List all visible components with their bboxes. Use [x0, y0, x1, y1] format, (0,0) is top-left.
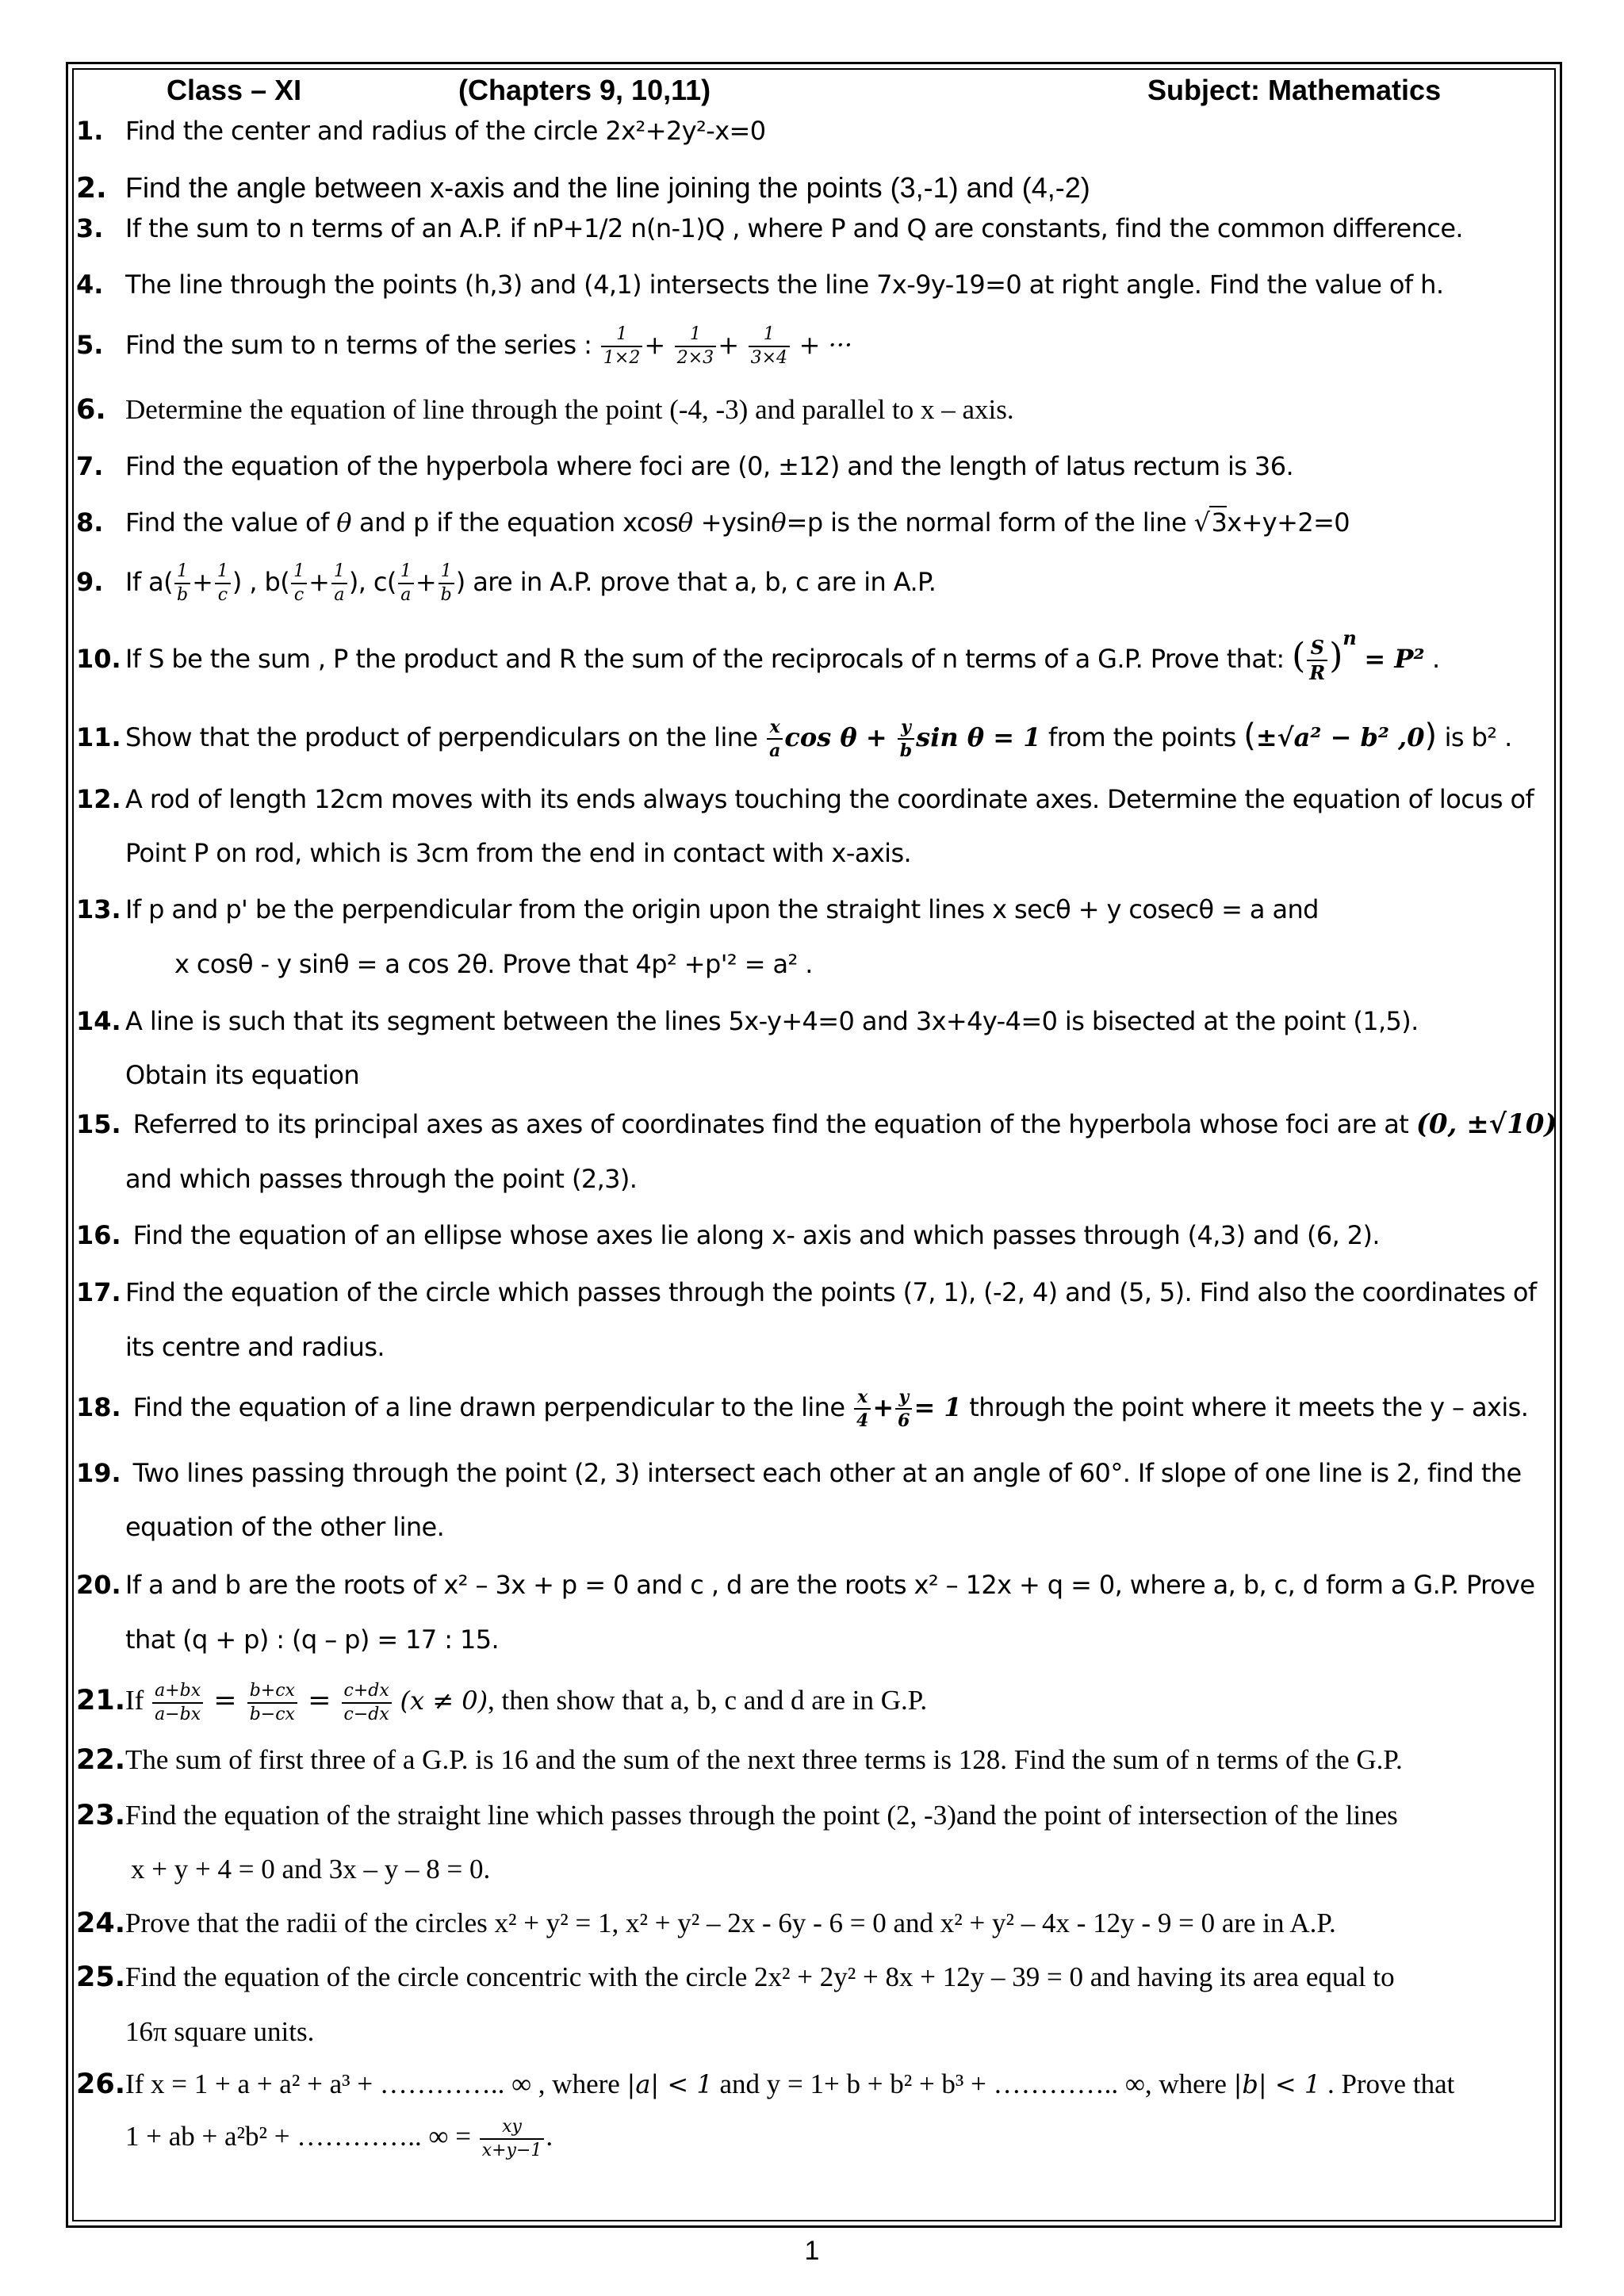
series-term-2: $\frac{1}{2\times 3}$ — [675, 326, 716, 367]
question-12-continued: Point P on rod, which is 3cm from the end in contact with x-axis. — [125, 838, 912, 868]
question-15: 15. Referred to its principal axes as axes of coordinates find the equation of the hyperbola whose foci are at (0, ±√10) — [76, 1108, 1557, 1140]
question-1: 1. Find the center and radius of the circle 2x²+2y²-x=0 — [76, 116, 766, 146]
question-3: 3. If the sum to n terms of an A.P. if nP+1/2 n(n-1)Q , where P and Q are constants, find the common difference. — [76, 213, 1463, 243]
question-8: 8. Find the value of θ and p if the equation xcosθ +ysinθ=p is the normal form of the line √3x+y+2=0 — [76, 507, 1350, 538]
question-22: 22.The sum of first three of a G.P. is 16 and the sum of the next three terms is 128. Find the sum of n terms of the G.P. — [76, 1744, 1403, 1776]
question-9: 9. If a( $\frac{1}{b}$ + $\frac{1}{c}$ ) , b( $\frac{1}{c}$ + $\frac{1}{a}$ ), c( $\frac{1}{a}$ + $\frac{1}{b}$ ) are in A.P. prove that a, b, c are in A.P. — [76, 561, 936, 605]
question-4: 4. The line through the points (h,3) and (4,1) intersects the line 7x-9y-19=0 at right angle. Find the value of h. — [76, 270, 1444, 300]
question-16: 16. Find the equation of an ellipse whose axes lie along x- axis and which passes through (4,3) and (6, 2). — [76, 1220, 1380, 1250]
question-13-continued: x cosθ - y sinθ = a cos 2θ. Prove that 4p² +p'² = a² . — [174, 949, 813, 979]
question-2: 2. Find the angle between x-axis and the line joining the points (3,-1) and (4,-2) — [76, 171, 1090, 205]
series-term-1: $\frac{1}{1\times 2}$ — [601, 326, 642, 367]
question-26-continued: 1 + ab + a²b² + ………….. ∞ = $\frac{xy}{x+y-1}$ . — [125, 2116, 553, 2160]
question-15-continued: and which passes through the point (2,3). — [125, 1164, 638, 1194]
question-25: 25.Find the equation of the circle concentric with the circle 2x² + 2y² + 8x + 12y – 39 = 0 and having its area equal to — [76, 1961, 1395, 1993]
question-18: 18. Find the equation of a line drawn perpendicular to the line $\frac{x}{4}$ + $\frac{y}{6}$ = 1 through the point where it meets the y – axis. — [76, 1387, 1529, 1431]
question-6: 6. Determine the equation of line through the point (-4, -3) and parallel to x – axis. — [76, 394, 1014, 426]
worksheet-header — [0, 74, 1624, 109]
question-5: 5. Find the sum to n terms of the series : $\frac{1}{1\times 2}$ + $\frac{1}{2\times 3}$ + $\frac{1}{3\times 4}$ + ··· — [76, 324, 853, 368]
class-label: Class – XI — [167, 74, 302, 106]
question-11: 11. Show that the product of perpendiculars on the line $\frac{x}{a}$ cos θ + $\frac{y}{b}$ sin θ = 1 from the points (±√a² − b² ,0) is b² . — [76, 717, 1512, 761]
question-14: 14. A line is such that its segment between the lines 5x-y+4=0 and 3x+4y-4=0 is bisected at the point (1,5). — [76, 1006, 1419, 1036]
question-26: 26.If x = 1 + a + a² + a³ + ………….. ∞ , where |a| < 1 and y = 1+ b + b² + b³ + ………….. ∞, where |b| < 1 . Prove that — [76, 2068, 1455, 2100]
question-23: 23.Find the equation of the straight line which passes through the point (2, -3)and the point of intersection of the lines — [76, 1800, 1398, 1831]
subject-label: Subject: Mathematics — [1147, 74, 1442, 106]
question-17-continued: its centre and radius. — [125, 1332, 385, 1362]
page-number: 1 — [804, 2236, 820, 2266]
question-20: 20. If a and b are the roots of x² – 3x + p = 0 and c , d are the roots x² – 12x + q = 0, where a, b, c, d form a G.P. Prove — [76, 1570, 1535, 1600]
question-12: 12. A rod of length 12cm moves with its ends always touching the coordinate axes. Determine the equation of locus of — [76, 784, 1534, 814]
question-14-continued: Obtain its equation — [125, 1060, 360, 1090]
question-7: 7. Find the equation of the hyperbola where foci are (0, ±12) and the length of latus rectum is 36. — [76, 451, 1294, 481]
question-19-continued: equation of the other line. — [125, 1512, 445, 1542]
question-20-continued: that (q + p) : (q – p) = 17 : 15. — [125, 1624, 500, 1655]
question-24: 24.Prove that the radii of the circles x² + y² = 1, x² + y² – 2x - 6y - 6 = 0 and x² + y² – 4x - 12y - 9 = 0 are in A.P. — [76, 1908, 1336, 1939]
question-17: 17. Find the equation of the circle which passes through the points (7, 1), (-2, 4) and (5, 5). Find also the coordinates of — [76, 1277, 1537, 1307]
question-23-continued: x + y + 4 = 0 and 3x – y – 8 = 0. — [131, 1854, 491, 1885]
chapters-label: (Chapters 9, 10,11) — [458, 74, 711, 106]
page-border-inner — [72, 68, 1556, 2221]
question-19: 19. Two lines passing through the point (2, 3) intersect each other at an angle of 60°. If slope of one line is 2, find the — [76, 1458, 1522, 1488]
question-10: 10. If S be the sum , P the product and R the sum of the reciprocals of n terms of a G.P. Prove that: ( $\frac{S}{R}$ )$^n$ = P² . — [76, 626, 1440, 684]
question-13: 13. If p and p' be the perpendicular from the origin upon the straight lines x secθ + y cosecθ = a and — [76, 894, 1319, 924]
question-25-continued: 16π square units. — [125, 2016, 315, 2047]
series-term-3: $\frac{1}{3\times 4}$ — [749, 326, 790, 367]
question-21: 21.If $\frac{a+bx}{a-bx}$ = $\frac{b+cx}{b-cx}$ = $\frac{c+dx}{c-dx}$ (x ≠ 0), then show that a, b, c and d are in G.P. — [76, 1680, 928, 1724]
